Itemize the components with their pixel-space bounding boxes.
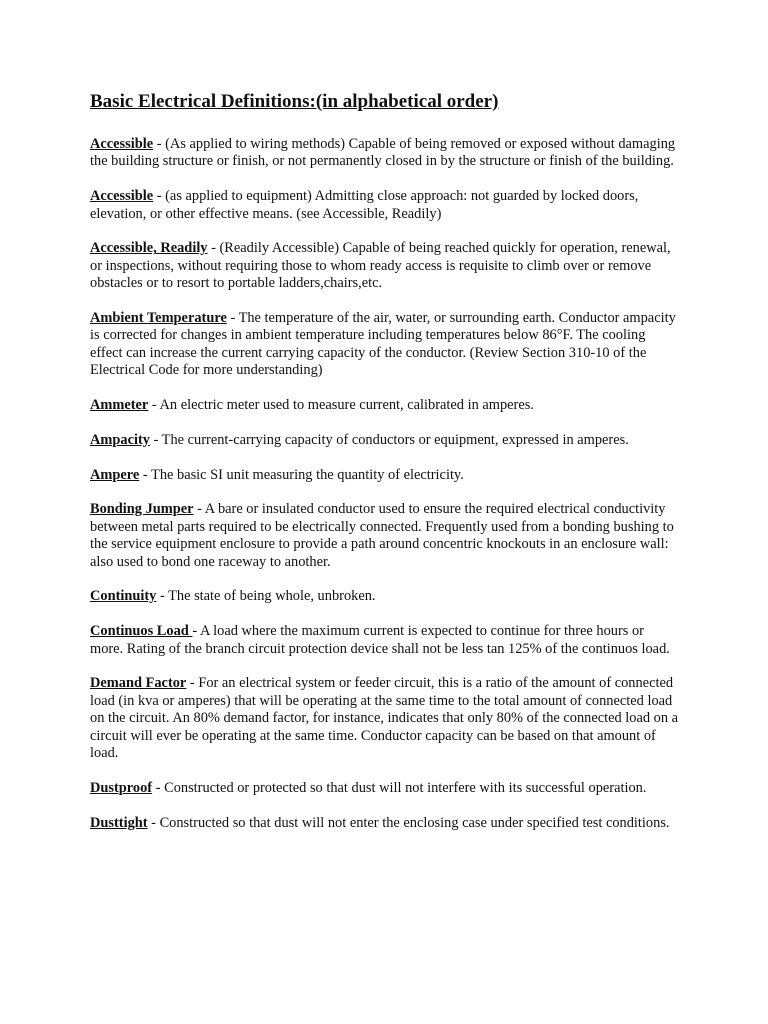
definition-text: - (As applied to wiring methods) Capable of being removed or exposed without damaging the building structure or finish, or not permanently closed in by the structure or finish of the building. — [90, 136, 676, 170]
definition-text: - The current-carrying capacity of conductors or equipment, expressed in amperes. — [149, 431, 629, 448]
definition-term: Ampacity — [90, 431, 150, 448]
definition-entry — [90, 310, 680, 380]
definition-entry — [90, 240, 680, 292]
definition-term: Ambient Temperature — [90, 310, 227, 327]
definition-text: - The temperature of the air, water, or surrounding earth. Conductor ampacity is corrected for changes in ambient temperature including temperatures below 86°F. The cooling effect can increase the current carrying capacity of the conductor. (Review Section 310-10 of the Electrical Code for more understanding) — [90, 310, 676, 379]
definition-entry — [90, 188, 680, 223]
definition-entry — [90, 467, 680, 484]
definition-text: - The state of being whole, unbroken. — [156, 588, 376, 605]
document-page — [90, 90, 680, 849]
definition-entry — [90, 675, 680, 762]
definition-text: - (as applied to equipment) Admitting close approach: not guarded by locked doors, elevation, or other effective means. (see Accessible, Readily) — [90, 188, 639, 222]
definition-text: - A bare or insulated conductor used to ensure the required electrical conductivity between metal parts required to be electrically connected. Frequently used from a bonding bushing to the service equipment enclosure to provide a path around concentric knockouts in an enclosure wall: also used to bond one raceway to another. — [90, 501, 674, 570]
definition-text: - A load where the maximum current is expected to continue for three hours or more. Rating of the branch circuit protection device shall not be less tan 125% of the continuos load. — [90, 623, 670, 657]
definition-entry — [90, 623, 680, 658]
definition-entry — [90, 780, 680, 797]
definition-term: Dustproof — [90, 779, 153, 796]
definition-term: Bonding Jumper — [90, 501, 194, 518]
definition-text: - Constructed so that dust will not enter the enclosing case under specified test conditions. — [147, 814, 670, 831]
definition-entry — [90, 432, 680, 449]
definition-term: Continuity — [90, 588, 157, 605]
definition-entry — [90, 588, 680, 605]
definition-term: Accessible, Readily — [90, 240, 208, 257]
definition-term: Dusttight — [90, 814, 148, 831]
definition-term: Accessible — [90, 136, 154, 152]
definition-term: Ampere — [90, 466, 140, 483]
definition-term: Demand Factor — [90, 675, 187, 692]
definition-entry — [90, 136, 680, 171]
definition-entry — [90, 501, 680, 571]
definition-text: - The basic SI unit measuring the quantity of electricity. — [139, 466, 464, 483]
page-title: Basic Electrical Definitions:(in alphabetical order) — [90, 91, 499, 112]
definition-term: Accessible — [90, 188, 154, 205]
definition-text: - For an electrical system or feeder circuit, this is a ratio of the amount of connected load (in kva or amperes) that will be operating at the same time to the total amount of connected load on the circuit. An 80% demand factor, for instance, indicates that only 80% of the connected load on a circuit will ever be operating at the same time. Conductor capacity can be based on that amount of load. — [90, 675, 679, 762]
definition-entry — [90, 815, 680, 832]
definition-text: - (Readily Accessible) Capable of being reached quickly for operation, renewal, or inspections, without requiring those to whom ready access is requisite to climb over or remove obstacles or to resort to portable ladders,chairs,etc. — [90, 240, 671, 292]
definition-term: Ammeter — [90, 397, 149, 414]
definition-text: - An electric meter used to measure current, calibrated in amperes. — [148, 397, 534, 414]
definition-text: - Constructed or protected so that dust will not interfere with its successful operation. — [152, 779, 647, 796]
definition-entry — [90, 397, 680, 414]
definition-term: Continuos Load — [90, 623, 193, 640]
